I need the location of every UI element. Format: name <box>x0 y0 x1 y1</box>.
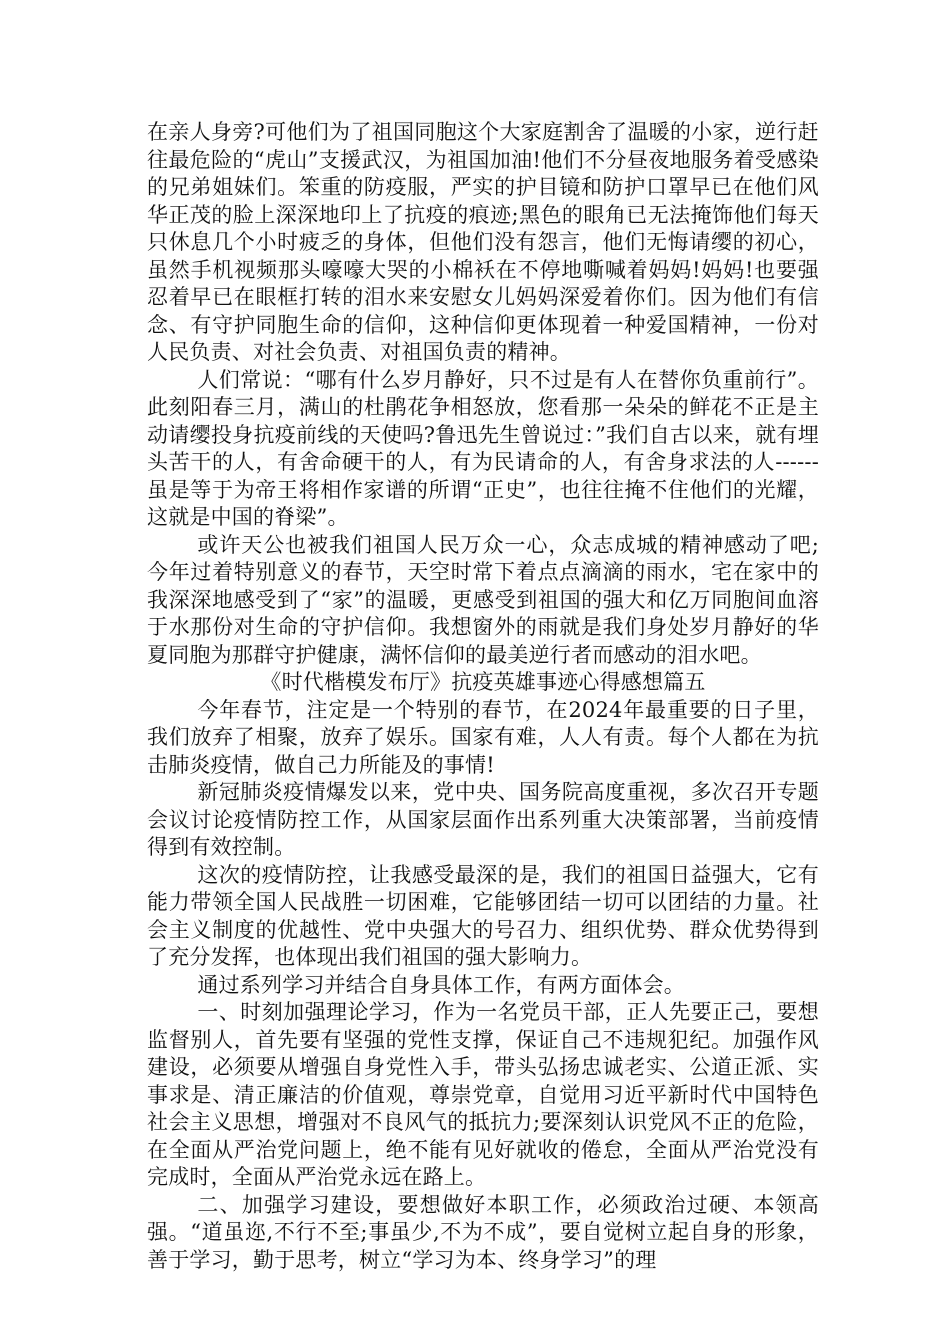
paragraph-continued: 在亲人身旁?可他们为了祖国同胞这个大家庭割舍了温暖的小家，逆行赶往最危险的“虎山”支援武汉，为祖国加油!他们不分昼夜地服务着受感染的兄弟姐妹们。笨重的防疫服，严实的护目镜和防护口罩早已在他们风华正茂的脸上深深地印上了抗疫的痕迹;黑色的眼角已无法掩饰他们每天只休息几个小时疲乏的身体，但他们没有怨言，他们无悔请缨的初心，虽然手机视频那头嚎嚎大哭的小棉袄在不停地嘶喊着妈妈!妈妈!也要强忍着早已在眼框打转的泪水来安慰女儿妈妈深爱着你们。因为他们有信念、有守护同胞生命的信仰，这种信仰更体现着一种爱国精神，一份对人民负责、对社会负责、对祖国负责的精神。 <box>147 120 819 364</box>
paragraph-quote-heroes: 人们常说：“哪有什么岁月静好，只不过是有人在替你负重前行”。此刻阳春三月，满山的杜鹃花争相怒放，您看那一朵朵的鲜花不正是主动请缨投身抗疫前线的天使吗?鲁迅先生曾说过：”我们自古以来，就有埋头苦干的人，有舍命硬干的人，有为民请命的人，有舍身求法的人------虽是等于为帝王将相作家谱的所谓“正史”，也往往掩不住他们的光耀，这就是中国的脊梁”。 <box>147 367 819 529</box>
paragraph-point-one: 一、时刻加强理论学习，作为一名党员干部，正人先要正己，要想监督别人，首先要有坚强的党性支撑，保证自己不违规犯纪。加强作风建设，必须要从增强自身党性入手，带头弘扬忠诚老实、公道正派、实事求是、清正廉洁的价值观，尊崇党章，自觉用习近平新时代中国特色社会主义思想，增强对不良风气的抵抗力;要深刻认识党风不正的危险，在全面从严治党问题上，绝不能有见好就收的倦怠，全面从严治党没有完成时，全面从严治党永远在路上。 <box>147 1000 819 1189</box>
paragraph-point-two: 二、加强学习建设，要想做好本职工作，必须政治过硬、本领高强。“道虽迩,不行不至;事虽少,不为不成”，要自觉树立起自身的形象，善于学习，勤于思考，树立“学习为本、终身学习”的理 <box>147 1192 819 1272</box>
paragraph-motherland-strength: 这次的疫情防控，让我感受最深的是，我们的祖国日益强大，它有能力带领全国人民战胜一切困难，它能够团结一切可以团结的力量。社会主义制度的优越性、党中央强大的号召力、组织优势、群众优势得到了充分发挥，也体现出我们祖国的强大影响力。 <box>147 862 819 969</box>
paragraph-central-committee: 新冠肺炎疫情爆发以来，党中央、国务院高度重视，多次召开专题会议讨论疫情防控工作，从国家层面作出系列重大决策部署，当前疫情得到有效控制。 <box>147 780 819 859</box>
section-heading: 《时代楷模发布厅》抗疫英雄事迹心得感想篇五 <box>260 670 706 694</box>
document-body <box>147 119 819 1274</box>
paragraph-rain: 或许天公也被我们祖国人民万众一心，众志成城的精神感动了吧;今年过着特别意义的春节，天空时常下着点点滴滴的雨水，宅在家中的我深深地感受到了“家”的温暖，更感受到祖国的强大和亿万同胞间血溶于水那份对生命的守护信仰。我想窗外的雨就是我们身处岁月静好的华夏同胞为那群守护健康，满怀信仰的最美逆行者而感动的泪水吧。 <box>147 532 819 667</box>
paragraph-spring-festival: 今年春节，注定是一个特别的春节，在2024年最重要的日子里，我们放弃了相聚，放弃了娱乐。国家有难，人人有责。每个人都在为抗击肺炎疫情，做自己力所能及的事情! <box>147 697 819 777</box>
paragraph-two-aspects: 通过系列学习并结合自身具体工作，有两方面体会。 <box>197 972 685 997</box>
